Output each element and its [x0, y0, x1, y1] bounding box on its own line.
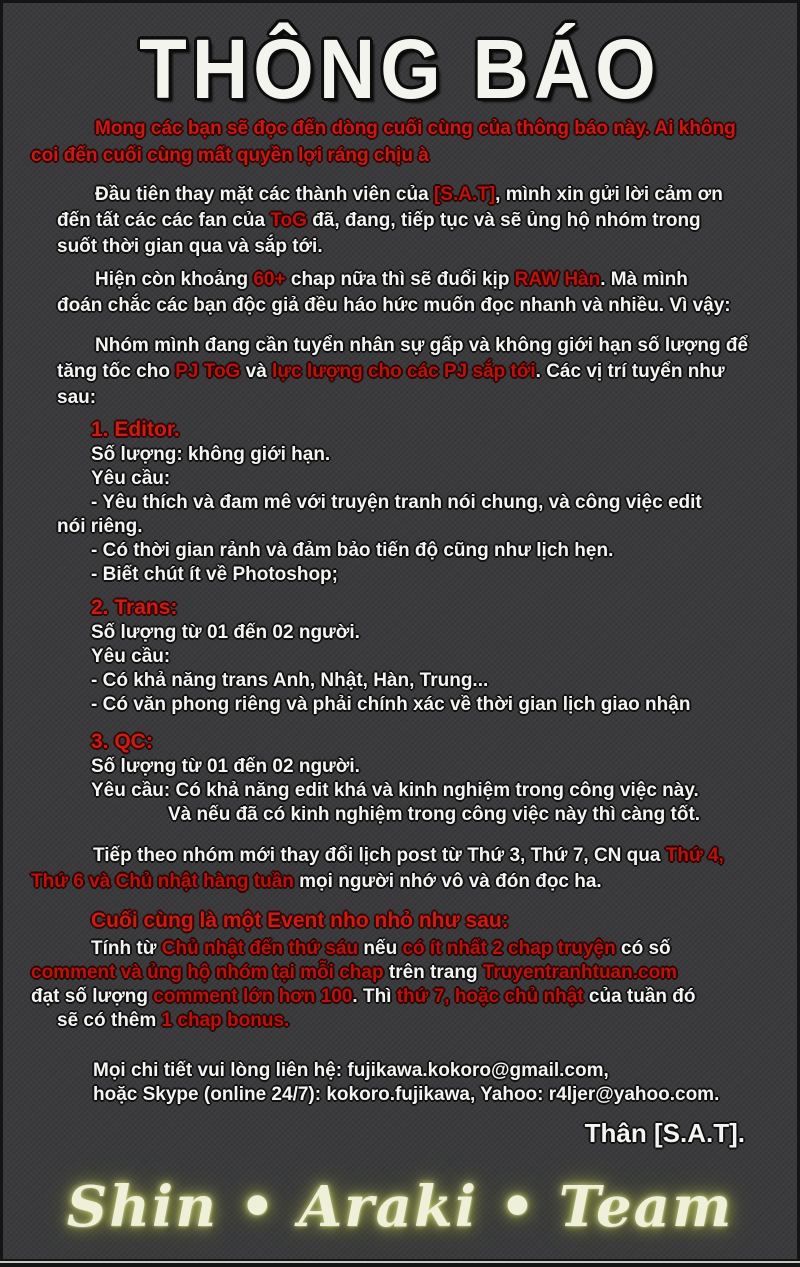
- text-line: Tiếp theo nhóm mới thay đổi lịch post từ Thứ 3, Thứ 7, CN qua Thứ 4,: [93, 845, 724, 866]
- text-line: Yêu cầu:: [91, 468, 171, 489]
- text-line: đạt số lượng comment lớn hơn 100. Thì thứ 7, hoặc chủ nhật của tuần đó: [31, 986, 696, 1007]
- signature: Thân [S.A.T].: [584, 1118, 745, 1148]
- section-trans: [91, 595, 797, 717]
- text-line: - Có thời gian rảnh và đảm bảo tiến độ cũng như lịch hẹn.: [91, 540, 614, 561]
- text-line: coi đến cuối cùng mất quyền lợi ráng chịu à: [31, 145, 429, 166]
- page-title: THÔNG BÁO: [139, 21, 661, 117]
- text-line: tăng tốc cho PJ ToG và lực lượng cho các PJ sắp tới. Các vị trí tuyển như: [57, 361, 725, 382]
- text-line: - Có khả năng trans Anh, Nhật, Hàn, Trung...: [91, 670, 489, 691]
- text-line: - Biết chút ít về Photoshop;: [91, 564, 338, 585]
- section-qc: [91, 729, 797, 827]
- text-line: Yêu cầu:: [91, 646, 171, 667]
- section-trans-heading: 2. Trans:: [91, 596, 178, 619]
- recruit-paragraph: [57, 333, 797, 411]
- text-line: sau:: [57, 387, 97, 408]
- schedule-paragraph: [31, 843, 797, 895]
- section-editor-body: [57, 443, 797, 587]
- section-qc-heading: 3. QC:: [91, 730, 153, 753]
- text-line: Và nếu đã có kinh nghiệm trong công việc này thì càng tốt.: [168, 804, 701, 825]
- section-editor: [57, 417, 797, 587]
- announcement-page: [3, 3, 797, 1259]
- text-line: suốt thời gian qua và sắp tới.: [57, 236, 323, 257]
- text-line: hoặc Skype (online 24/7): kokoro.fujikawa, Yahoo: r4ljer@yahoo.com.: [93, 1084, 720, 1105]
- event-paragraph: [31, 937, 797, 1033]
- text-line: Nhóm mình đang cần tuyển nhân sự gấp và không giới hạn số lượng để: [95, 335, 749, 356]
- event-heading: Cuối cùng là một Event nho nhỏ như sau:: [91, 909, 509, 932]
- text-line: đến tất các các fan của ToG đã, đang, tiếp tục và sẽ ủng hộ nhóm trong: [57, 210, 701, 231]
- intro-warning-paragraph: [31, 115, 777, 169]
- progress-paragraph: [57, 267, 797, 319]
- text-line: Số lượng: không giới hạn.: [91, 444, 331, 465]
- team-logo: Shin • Araki • Team: [66, 1174, 734, 1240]
- text-line: Mong các bạn sẽ đọc đến dòng cuối cùng của thông báo này. Ai không: [95, 118, 736, 139]
- text-line: Hiện còn khoảng 60+ chap nữa thì sẽ đuổi kịp RAW Hàn. Mà mình: [95, 269, 688, 290]
- text-line: Tính từ Chủ nhật đến thứ sáu nếu có ít nhất 2 chap truyện có số: [91, 938, 671, 959]
- text-line: đoán chắc các bạn độc giả đều háo hức muốn đọc nhanh và nhiều. Vì vậy:: [57, 295, 731, 316]
- text-line: Yêu cầu: Có khả năng edit khá và kinh nghiệm trong công việc này.: [91, 780, 699, 801]
- text-line: - Yêu thích và đam mê với truyện tranh nói chung, và công việc edit: [91, 492, 702, 513]
- section-editor-heading: 1. Editor.: [91, 418, 180, 441]
- contact-info: [93, 1059, 797, 1107]
- text-line: Mọi chi tiết vui lòng liên hệ: fujikawa.kokoro@gmail.com,: [93, 1060, 609, 1081]
- bottom-edge-line: [0, 1261, 800, 1263]
- section-trans-body: [91, 621, 797, 717]
- text-line: Số lượng từ 01 đến 02 người.: [91, 622, 360, 643]
- text-line: Đầu tiên thay mặt các thành viên của [S.A.T], mình xin gửi lời cảm ơn: [95, 184, 723, 205]
- thanks-paragraph: [57, 182, 797, 260]
- text-line: comment và ủng hộ nhóm tại mỗi chap trên trang Truyentranhtuan.com: [31, 962, 678, 983]
- text-line: - Có văn phong riêng và phải chính xác về thời gian lịch giao nhận: [91, 694, 691, 715]
- text-line: nói riêng.: [57, 516, 143, 537]
- text-line: sẽ có thêm 1 chap bonus.: [57, 1010, 290, 1031]
- text-line: Thứ 6 và Chủ nhật hàng tuần mọi người nhớ vô và đón đọc ha.: [31, 871, 602, 892]
- section-qc-body: [91, 755, 797, 827]
- text-line: Số lượng từ 01 đến 02 người.: [91, 756, 360, 777]
